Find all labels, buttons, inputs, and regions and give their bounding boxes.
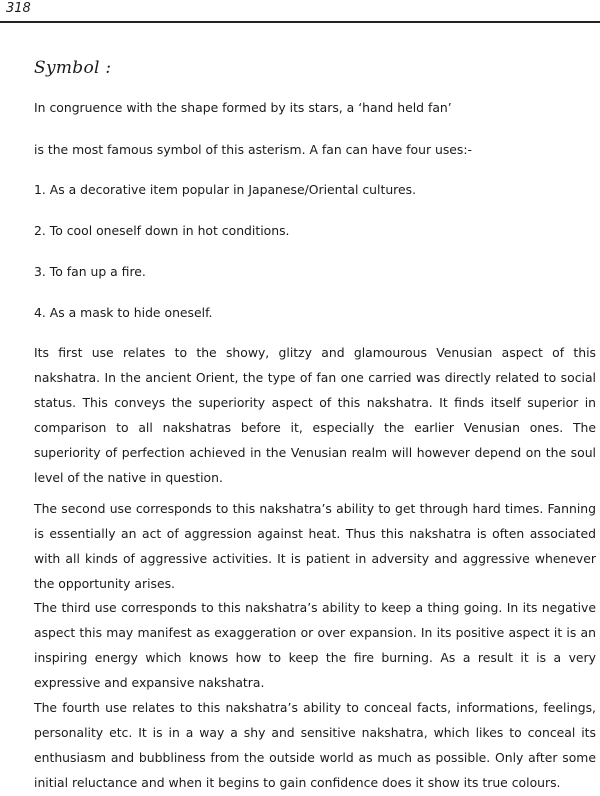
use-item-2: 2. To cool oneself down in hot conditions. [34, 223, 290, 238]
paragraph-text: The second use corresponds to this nakshatra’s ability to get through hard times. Fanning is essentially an act of aggression against heat. Thus this nakshatra is often associated with all kinds of aggressive activities. It is patient in adversity and aggressive whenever the opportunity arises. [34, 501, 596, 592]
page-number: 318 [6, 1, 31, 16]
use-item-3: 3. To fan up a fire. [34, 264, 146, 279]
intro-line-2: is the most famous symbol of this asterism. A fan can have four uses:- [34, 142, 473, 157]
section-heading: Symbol : [34, 58, 112, 78]
paragraph-fourth-use [34, 695, 596, 795]
paragraph-text: The fourth use relates to this nakshatra’s ability to conceal facts, informations, feelings, personality etc. It is in a way a shy and sensitive nakshatra, which likes to conceal its enthusiasm and bubbliness from the outside world as much as possible. Only after some initial reluctance and when it begins to gain confidence does it show its true colours. [34, 700, 596, 791]
paragraph-first-use [34, 340, 596, 491]
paragraph-third-use [34, 595, 596, 695]
use-item-4: 4. As a mask to hide oneself. [34, 305, 213, 320]
header-rule [0, 21, 600, 23]
paragraph-second-use [34, 496, 596, 596]
intro-line-1: In congruence with the shape formed by its stars, a ‘hand held fan’ [34, 100, 452, 115]
paragraph-text: Its first use relates to the showy, glitzy and glamourous Venusian aspect of this nakshatra. In the ancient Orient, the type of fan one carried was directly related to social status. This conveys the superiority aspect of this nakshatra. It finds itself superior in comparison to all nakshatras before it, especially the earlier Venusian ones. The superiority of perfection achieved in the Venusian realm will however depend on the soul level of the native in question. [34, 345, 596, 486]
use-item-1: 1. As a decorative item popular in Japanese/Oriental cultures. [34, 182, 417, 197]
paragraph-text: The third use corresponds to this nakshatra’s ability to keep a thing going. In its negative aspect this may manifest as exaggeration or over expansion. In its positive aspect it is an inspiring energy which knows how to keep the fire burning. As a result it is a very expressive and expansive nakshatra. [34, 600, 596, 691]
